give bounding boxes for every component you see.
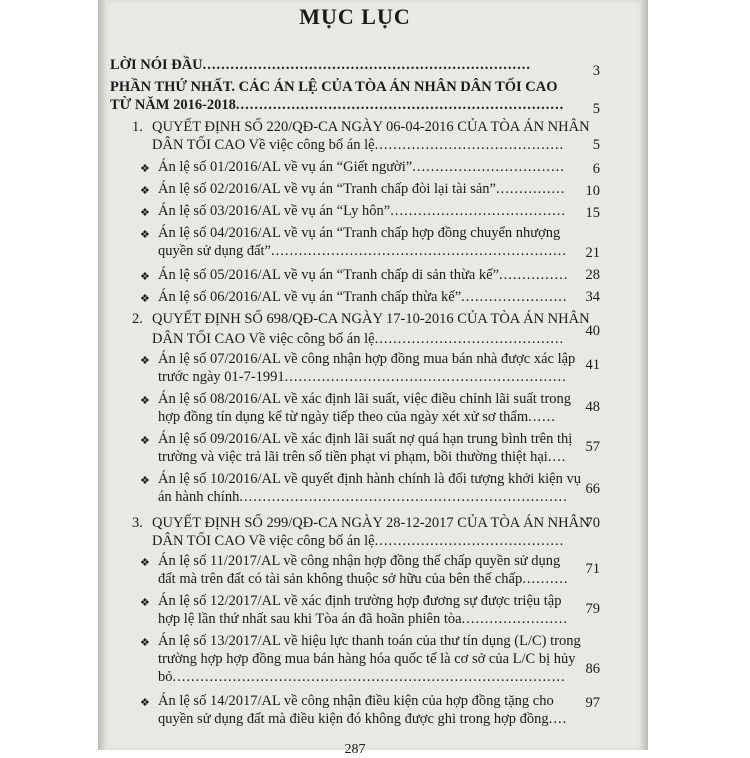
toc-entry-page: 79: [585, 601, 600, 617]
diamond-bullet-icon: ❖: [140, 475, 150, 487]
toc-entry-cont: hợp lệ lần thứ nhất sau khi Tòa án đã hoãn phiên tòa.......................: [158, 611, 568, 627]
page-title: MỤC LỤC: [299, 4, 411, 29]
toc-entry: Án lệ số 07/2016/AL về công nhận hợp đồng mua bán nhà được xác lập: [158, 351, 576, 367]
decision-3-line2: DÂN TỐI CAO Về việc công bố án lệ.........................................: [152, 533, 565, 549]
toc-intro: LỜI NÓI ĐẦU.......................................................................: [110, 57, 532, 73]
toc-entry-cont: trước ngày 01-7-1991.............................................................: [158, 369, 567, 385]
toc-content: [110, 4, 600, 757]
toc-entry-cont: quyền sử dụng đất”................................................................: [158, 243, 567, 259]
toc-entry: Án lệ số 05/2016/AL về vụ án “Tranh chấp di sản thừa kế”...............: [158, 267, 569, 283]
toc-entry: Án lệ số 12/2017/AL về xác định trường hợp đương sự được triệu tập: [158, 593, 562, 609]
toc-intro-label: LỜI NÓI ĐẦU: [110, 57, 203, 73]
book-gutter-shadow: [98, 0, 108, 750]
toc-entry: Án lệ số 02/2016/AL về vụ án “Tranh chấp đòi lại tài sản”...............: [158, 181, 566, 197]
toc-entry-cont: trường và việc trả lãi trên số tiền phạt vi phạm, bồi thường thiệt hại....: [158, 449, 567, 465]
decision-2-number: 2.: [132, 311, 143, 327]
toc-entry-cont: đất mà trên đất có tài sản không thuộc sở hữu của bên thế chấp..........: [158, 571, 569, 587]
toc-entry-page: 97: [585, 695, 600, 711]
diamond-bullet-icon: ❖: [140, 271, 150, 283]
decision-2-line2: DÂN TỐI CAO Về việc công bố án lệ.........................................: [152, 331, 565, 347]
toc-entry-page: 6: [592, 161, 600, 177]
toc-entry-page: 86: [585, 661, 600, 677]
toc-entry: Án lệ số 11/2017/AL về công nhận hợp đồng thế chấp quyền sử dụng: [158, 553, 561, 569]
book-page-edge: [640, 0, 648, 750]
toc-entry-cont: hợp đồng tín dụng kể từ ngày tiếp theo của ngày xét xử sơ thẩm......: [158, 409, 556, 425]
toc-entry: Án lệ số 13/2017/AL về hiệu lực thanh toán của thư tín dụng (L/C) trong: [158, 633, 581, 649]
diamond-bullet-icon: ❖: [140, 697, 150, 709]
decision-1-page: 5: [592, 137, 600, 153]
toc-entry-page: 10: [585, 183, 600, 199]
toc-entry-cont: án hành chính.......................................................................: [158, 489, 568, 505]
toc-entry-page: 71: [585, 561, 600, 577]
decision-1-number: 1.: [132, 119, 143, 135]
decision-3-line1: QUYẾT ĐỊNH SỐ 299/QĐ-CA NGÀY 28-12-2017 CỦA TÒA ÁN NHÂN: [152, 515, 590, 531]
toc-entry-page: 48: [585, 399, 600, 415]
diamond-bullet-icon: ❖: [140, 293, 150, 305]
toc-entry-cont: bỏ.....................................................................................: [158, 669, 566, 685]
diamond-bullet-icon: ❖: [140, 185, 150, 197]
decision-3-number: 3.: [132, 515, 143, 531]
decision-3-page: 70: [585, 515, 600, 531]
toc-intro-page: 3: [592, 63, 600, 79]
decision-2-page: 40: [585, 323, 600, 339]
diamond-bullet-icon: ❖: [140, 163, 150, 175]
toc-entry: Án lệ số 10/2016/AL về quyết định hành chính là đối tượng khởi kiện vụ: [158, 471, 581, 487]
toc-part1-line2: TỪ NĂM 2016-2018.......................................................................: [110, 97, 565, 113]
toc-entry-page: 34: [585, 289, 600, 305]
toc-entry-cont: trường hợp hợp đồng mua bán hàng hóa quốc tế là cơ sở của L/C bị hủy: [158, 651, 576, 667]
decision-1-line1: QUYẾT ĐỊNH SỐ 220/QĐ-CA NGÀY 06-04-2016 CỦA TÒA ÁN NHÂN: [152, 119, 590, 135]
diamond-bullet-icon: ❖: [140, 229, 150, 241]
diamond-bullet-icon: ❖: [140, 207, 150, 219]
toc-entry: Án lệ số 08/2016/AL về xác định lãi suất, việc điều chỉnh lãi suất trong: [158, 391, 572, 407]
toc-entry-page: 21: [585, 245, 600, 261]
diamond-bullet-icon: ❖: [140, 557, 150, 569]
decision-1-line2: DÂN TỐI CAO Về việc công bố án lệ.........................................: [152, 137, 565, 153]
toc-entry: Án lệ số 04/2016/AL về vụ án “Tranh chấp hợp đồng chuyển nhượng: [158, 225, 561, 241]
page-number: 287: [344, 742, 366, 757]
decision-2-line1: QUYẾT ĐỊNH SỐ 698/QĐ-CA NGÀY 17-10-2016 CỦA TÒA ÁN NHÂN: [152, 311, 590, 327]
toc-entry-page: 41: [585, 357, 600, 373]
toc-entry: Án lệ số 01/2016/AL về vụ án “Giết người”.................................: [158, 159, 565, 175]
toc-entry-page: 28: [585, 267, 600, 283]
diamond-bullet-icon: ❖: [140, 637, 150, 649]
diamond-bullet-icon: ❖: [140, 435, 150, 447]
toc-entry: Án lệ số 06/2016/AL về vụ án “Tranh chấp thừa kế”.......................: [158, 289, 568, 305]
diamond-bullet-icon: ❖: [140, 355, 150, 367]
toc-entry-page: 15: [585, 205, 600, 221]
toc-entry-cont: quyền sử dụng đất mà điều kiện đó không được ghi trong hợp đồng....: [158, 711, 568, 727]
toc-entry: Án lệ số 03/2016/AL về vụ án “Ly hôn”......................................: [158, 203, 566, 219]
toc-entry-page: 66: [585, 481, 600, 497]
toc-entry-page: 57: [585, 439, 600, 455]
toc-entry: Án lệ số 14/2017/AL về công nhận điều kiện của hợp đồng tặng cho: [158, 693, 554, 709]
toc-part1-line1: PHẦN THỨ NHẤT. CÁC ÁN LỆ CỦA TÒA ÁN NHÂN DÂN TỐI CAO: [110, 79, 558, 95]
diamond-bullet-icon: ❖: [140, 395, 150, 407]
toc-entry: Án lệ số 09/2016/AL về xác định lãi suất nợ quá hạn trung bình trên thị: [158, 431, 573, 447]
toc-part1-page: 5: [592, 101, 600, 117]
diamond-bullet-icon: ❖: [140, 597, 150, 609]
